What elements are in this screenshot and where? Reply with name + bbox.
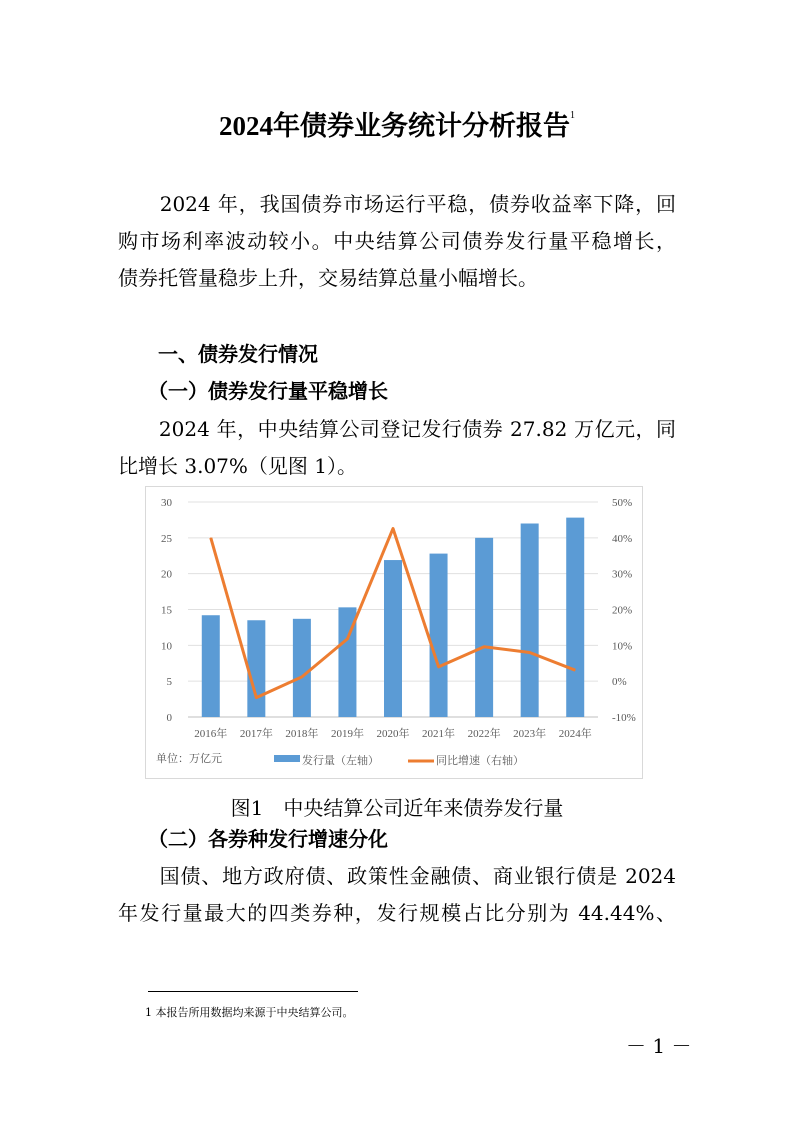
section-heading: 一、债券发行情况: [118, 342, 318, 366]
category-label: 2019年: [330, 728, 364, 740]
growth-point: [529, 652, 530, 653]
right-tick-label: 10%: [612, 640, 633, 653]
right-tick-label: -10%: [612, 712, 636, 724]
bar: [247, 620, 265, 717]
intro-line: 2024 年，我国债券市场运行平稳，债券收益率下降，回: [118, 192, 676, 216]
category-label: 2016年: [194, 728, 228, 740]
left-tick-label: 20: [161, 568, 172, 581]
bar: [521, 524, 539, 718]
body-line: 国债、地方政府债、政策性金融债、商业银行债是 2024: [118, 864, 676, 888]
right-tick-label: 40%: [612, 532, 633, 545]
bar: [475, 538, 493, 717]
growth-point: [575, 670, 576, 671]
page-number: － 1 －: [626, 1034, 692, 1058]
category-label: 2021年: [422, 728, 456, 740]
growth-point: [256, 697, 257, 698]
growth-point: [438, 666, 439, 667]
intro-line: 债券托管量稳步上升，交易结算总量小幅增长。: [118, 266, 538, 290]
left-tick-label: 15: [161, 604, 172, 617]
category-label: 2022年: [467, 728, 501, 740]
bar: [430, 554, 448, 717]
bar: [202, 615, 220, 717]
left-tick-label: 30: [161, 497, 172, 509]
footnote-divider: [148, 991, 358, 992]
right-tick-label: 50%: [612, 497, 633, 509]
legend-line-label: 同比增速（右轴）: [436, 755, 524, 767]
category-label: 2018年: [285, 728, 319, 740]
body-line: 年发行量最大的四类券种，发行规模占比分别为 44.44%、: [118, 901, 676, 925]
left-tick-label: 10: [161, 640, 172, 653]
footnote: 1 本报告所用数据均来源于中央结算公司。: [145, 1006, 354, 1019]
footnote-ref: 1: [570, 110, 575, 121]
bar: [384, 560, 402, 717]
growth-point: [301, 676, 302, 677]
issuance-chart: [145, 486, 643, 779]
right-tick-label: 20%: [612, 604, 633, 617]
body-line: 2024 年，中央结算公司登记发行债券 27.82 万亿元，同: [118, 417, 676, 441]
right-tick-label: 30%: [612, 568, 633, 581]
growth-point: [484, 646, 485, 647]
growth-point: [347, 638, 348, 639]
category-label: 2023年: [513, 728, 547, 740]
body-line: 比增长 3.07%（见图 1）。: [118, 454, 357, 478]
legend-bar-swatch: [274, 755, 300, 762]
unit-label: 单位：万亿元: [156, 753, 222, 765]
bar: [566, 518, 584, 717]
subsection-heading: （一）债券发行量平稳增长: [118, 379, 388, 403]
left-tick-label: 25: [161, 532, 172, 545]
left-tick-label: 0: [166, 712, 172, 724]
intro-line: 购市场利率波动较小。中央结算公司债券发行量平稳增长，: [118, 229, 676, 253]
figure-caption: 图1 中央结算公司近年来债券发行量: [230, 796, 564, 820]
growth-point: [210, 537, 211, 538]
growth-point: [393, 528, 394, 529]
bar: [293, 619, 311, 717]
page-title: 2024年债券业务统计分析报告$^1$: [219, 110, 575, 141]
right-tick-label: 0%: [612, 676, 627, 689]
left-tick-label: 5: [166, 676, 172, 689]
subsection-heading: （二）各券种发行增速分化: [118, 827, 388, 851]
category-label: 2024年: [558, 728, 592, 740]
category-label: 2017年: [239, 728, 273, 740]
category-label: 2020年: [376, 728, 410, 740]
legend-bar-label: 发行量（左轴）: [302, 755, 379, 767]
